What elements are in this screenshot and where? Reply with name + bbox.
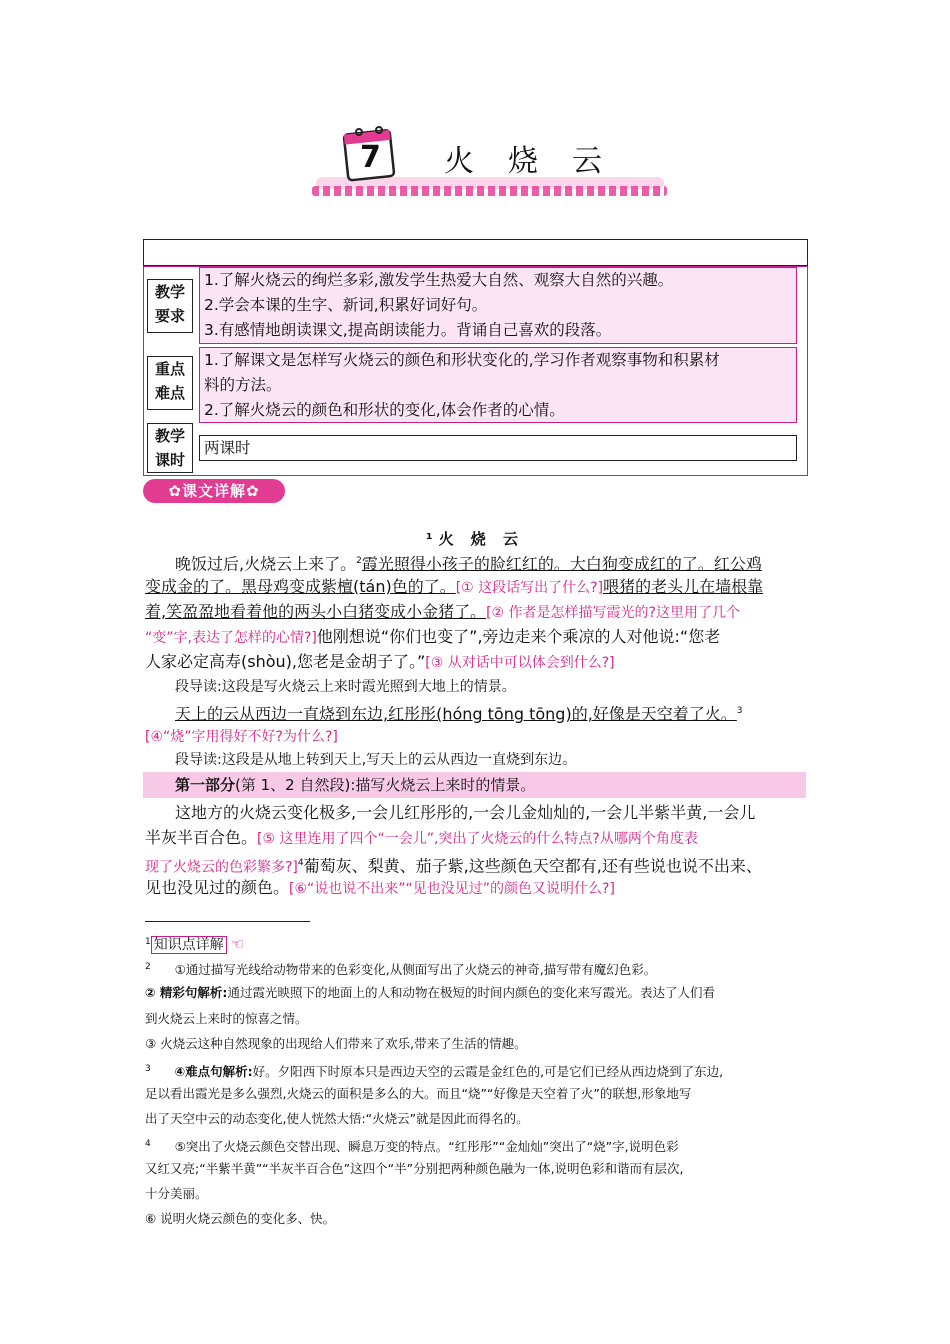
footnote-item: 十分美丽。 <box>145 1186 208 1201</box>
table-row-requirements <box>144 267 807 351</box>
section-badge: ✿课文详解✿ <box>143 479 285 503</box>
footnote-item: ② 精彩句解析:通过霞光映照下的地面上的人和动物在极短的时间内颜色的变化来写霞光。表达了人们看 <box>145 985 715 1000</box>
footnote-item: $^4$ ⑤突出了火烧云颜色交替出现、瞬息万变的特点。“红彤彤”“金灿灿”突出了“烧”字,说明色彩 <box>145 1139 679 1155</box>
table-header-row <box>143 239 808 266</box>
p2-line2: [④“烧”字用得好不好?为什么?] <box>145 729 338 745</box>
footnote-item: 足以看出霞光是多么强烈,火烧云的面积是多么的大。而且“烧”“好像是天空着了火”的联想,形象地写 <box>145 1086 692 1101</box>
footnote-heading: $^1$ 知识点详解 ☜ <box>145 935 245 954</box>
label-hours: 教学 课时 <box>147 423 193 473</box>
p1-line4: “变”字,表达了怎样的心情?]他刚想说“你们也变了”,旁边走来个乘凉的人对他说:“您老 <box>145 627 721 646</box>
p1-line3: 着,笑盈盈地看着他的两头小白猪变成小金猪了。[② 作者是怎样描写霞光的?这里用了几个 <box>145 602 740 621</box>
p1-line1: 晚饭过后,火烧云上来了。$^2$霞光照得小孩子的脸红红的。大白狗变成红的了。红公鸡 <box>175 554 762 574</box>
p3-line3: 现了火烧云的色彩繁多?]$^4$葡萄灰、梨黄、茄子紫,这些颜色天空都有,还有些说也说不出来、 <box>145 856 762 876</box>
footnote-item: 出了天空中云的动态变化,使人恍然大悟:“火烧云”就是因此而得名的。 <box>145 1111 529 1126</box>
p1-line2: 变成金的了。黑母鸡变成紫檀(tán)色的了。[① 这段话写出了什么?]喂猪的老头儿在墙根靠 <box>145 577 764 596</box>
p3-line2: 半灰半百合色。[⑤ 这里连用了四个“一会儿”,突出了火烧云的什么特点?从哪两个角度表 <box>145 828 698 847</box>
hours-content: 两课时 <box>199 435 797 461</box>
lesson-number: 7 <box>360 140 381 175</box>
label-keypoints: 重点 难点 <box>147 356 193 410</box>
p2-line1: 天上的云从西边一直烧到东边,红彤彤(hóng tōng tōng)的,好像是天空着了火。$^3$ <box>175 704 743 724</box>
lesson-title: 火烧云 <box>444 144 636 179</box>
footnote-item: $^3$ ④难点句解析:好。夕阳西下时原本只是西边天空的云霞是金红色的,可是它们已经从西边烧到了东边, <box>145 1064 724 1080</box>
footnote-item: ③ 火烧云这种自然现象的出现给人们带来了欢乐,带来了生活的情趣。 <box>145 1036 527 1051</box>
p3-line4: 见也没见过的颜色。[⑥“说也说不出来”“见也没见过”的颜色又说明什么?] <box>145 878 615 897</box>
requirements-content: 1.了解火烧云的绚烂多彩,激发学生热爱大自然、观察大自然的兴趣。 2.学会本课的生字、新词,积累好词好句。 3.有感情地朗读课文,提高朗读能力。背诵自己喜欢的段落。 <box>199 267 797 344</box>
passage-title: ¹火 烧 云 <box>426 530 525 548</box>
footnote-item: 又红又亮;“半紫半黄”“半灰半百合色”这四个“半”分别把两种颜色融为一体,说明色彩和谐而有层次, <box>145 1161 684 1176</box>
footnote-item: $^2$ ①通过描写光线给动物带来的色彩变化,从侧面写出了火烧云的神奇,描写带有魔幻色彩。 <box>145 962 657 978</box>
banner-dashed-line <box>312 186 667 196</box>
pointing-hand-icon: ☜ <box>230 935 245 954</box>
footnote-item: 到火烧云上来时的惊喜之情。 <box>145 1011 308 1026</box>
p3-line1: 这地方的火烧云变化极多,一会儿红彤彤的,一会儿金灿灿的,一会儿半紫半黄,一会儿 <box>175 803 756 822</box>
guide-1: 段导读:这段是写火烧云上来时霞光照到大地上的情景。 <box>175 679 516 695</box>
guide-2: 段导读:这段是从地上转到天上,写天上的云从西边一直烧到东边。 <box>175 752 577 768</box>
keypoints-content: 1.了解课文是怎样写火烧云的颜色和形状变化的,学习作者观察事物和积累材 料的方法。 2.了解火烧云的颜色和形状的变化,体会作者的心情。 <box>199 347 797 423</box>
p1-line5: 人家必定高寿(shòu),您老是金胡子了。”[③ 从对话中可以体会到什么?] <box>145 652 615 671</box>
footnote-rule <box>145 921 310 922</box>
table-row-hours <box>144 423 807 475</box>
label-requirements: 教学 要求 <box>147 279 193 333</box>
section-summary: 第一部分(第 1、2 自然段):描写火烧云上来时的情景。 <box>143 772 806 798</box>
table-row-keypoints <box>144 347 807 425</box>
lesson-banner <box>312 118 672 198</box>
lesson-info-table <box>143 266 808 476</box>
footnote-item: ⑥ 说明火烧云颜色的变化多、快。 <box>145 1211 336 1226</box>
